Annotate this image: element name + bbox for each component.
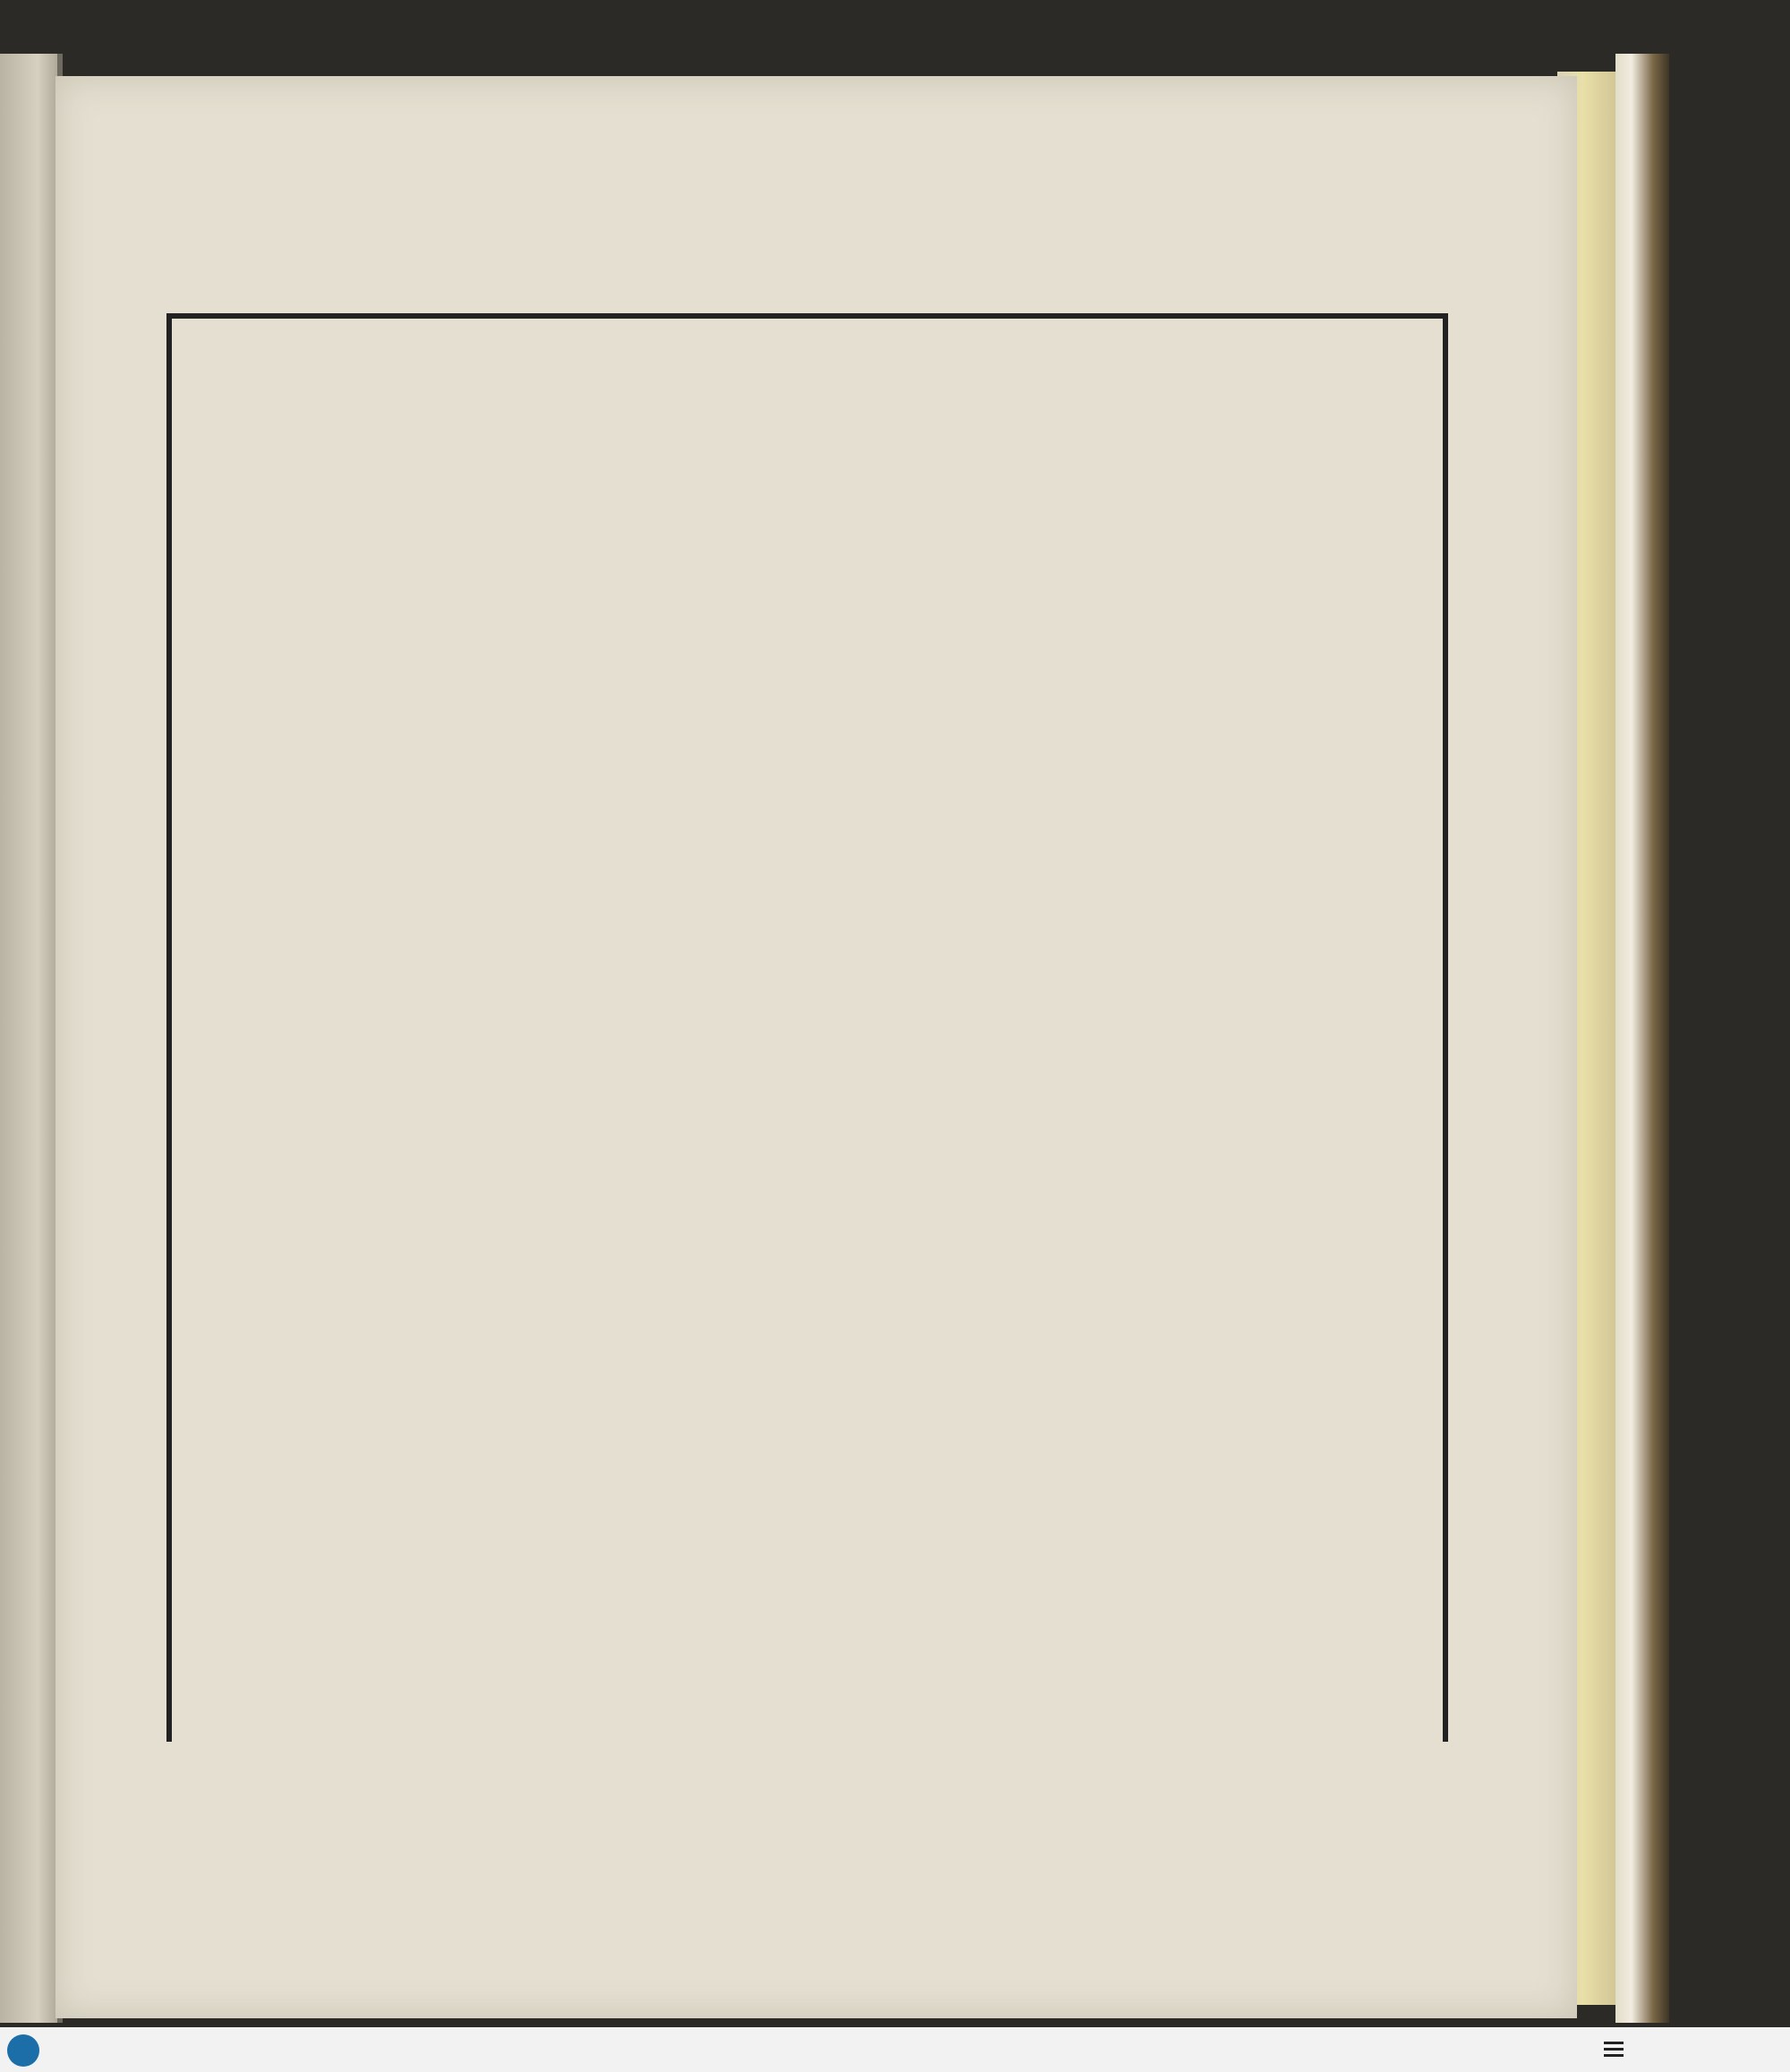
footer-bar [0, 2027, 1790, 2072]
budget-table [166, 313, 1448, 1742]
book-cover-edge [1615, 54, 1669, 2023]
blb-logo-icon[interactable] [7, 2034, 39, 2067]
baden-wuerttemberg-lions-icon [1600, 2036, 1627, 2063]
left-page-edge [0, 54, 63, 2023]
